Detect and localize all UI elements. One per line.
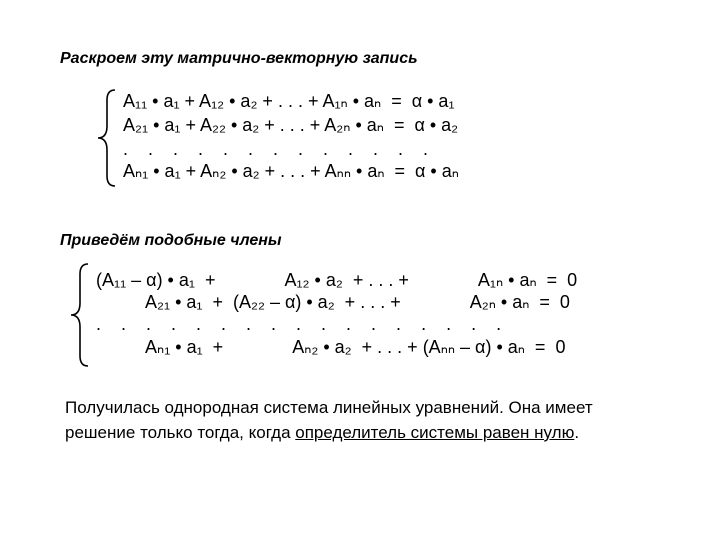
system1-row-3: . . . . . . . . . . . . . — [123, 139, 429, 159]
system1-row-1: A₁₁ • a₁ + A₁₂ • a₂ + . . . + A₁ₙ • aₙ = α • a₁ — [123, 91, 455, 111]
conclusion-text: Получилась однородная система линейных уравнений. Она имеет решение только тогда, когда — [65, 398, 593, 442]
conclusion-underlined: определитель системы равен нулю — [295, 423, 575, 442]
system2-row-2: A₂₁ • a₁ + (A₂₂ – α) • a₂ + . . . + A₂ₙ • aₙ = 0 — [96, 292, 570, 312]
left-brace-icon — [68, 262, 90, 368]
heading-expand: Раскроем эту матрично-векторную запись — [60, 50, 418, 67]
system1-row-2: A₂₁ • a₁ + A₂₂ • a₂ + . . . + A₂ₙ • aₙ = α • a₂ — [123, 115, 459, 135]
conclusion-paragraph — [65, 395, 665, 445]
system2-row-1: (A₁₁ – α) • a₁ + A₁₂ • a₂ + . . . + A₁ₙ • aₙ = 0 — [96, 270, 578, 290]
left-brace-icon — [95, 88, 117, 188]
conclusion-end: . — [574, 423, 580, 442]
heading-similar-terms: Приведём подобные члены — [60, 232, 282, 249]
system1-row-4: Aₙ₁ • a₁ + Aₙ₂ • a₂ + . . . + Aₙₙ • aₙ = α • aₙ — [123, 161, 459, 181]
system2-row-4: Aₙ₁ • a₁ + Aₙ₂ • a₂ + . . . + (Aₙₙ – α) • aₙ = 0 — [96, 337, 566, 357]
system2-row-3: . . . . . . . . . . . . . . . . . — [96, 314, 502, 334]
